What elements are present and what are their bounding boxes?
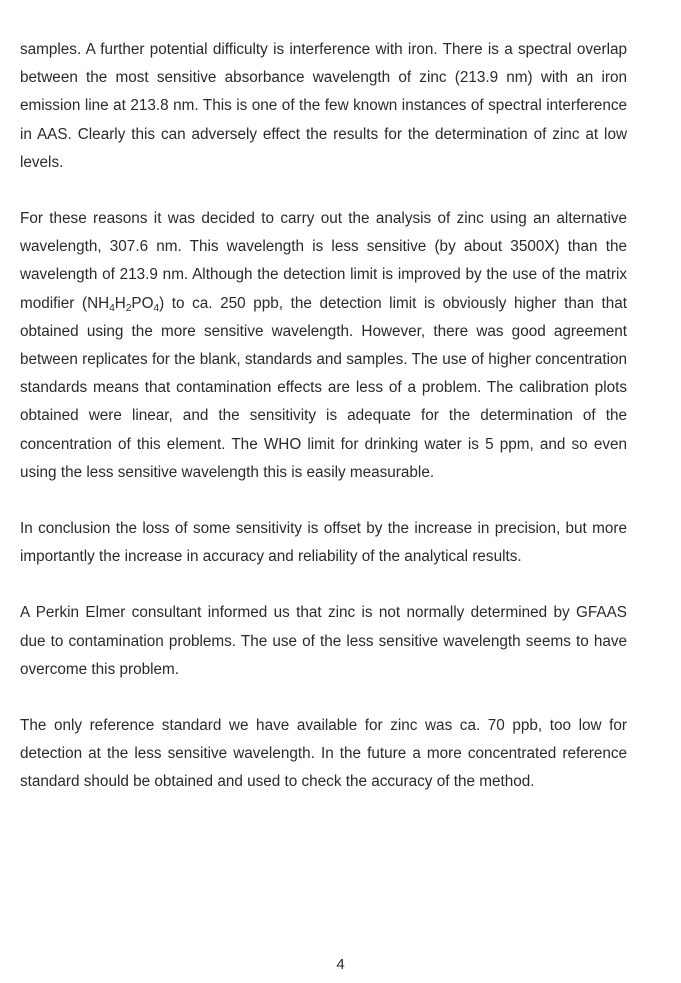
paragraph-reference-standard: The only reference standard we have available for zinc was ca. 70 ppb, too low for detection at the less sensitive wavelength. In the future a more concentrated reference standard should be obtained and used to check the accuracy of the method. <box>20 717 627 791</box>
formula-subscript: 4 <box>153 302 160 314</box>
paragraph-iron-interference: samples. A further potential difficulty is interference with iron. There is a spectral overlap between the most sensitive absorbance wavelength of zinc (213.9 nm) with an iron emission line at 213.8 nm. This is one of the few known instances of spectral interference in AAS. Clearly this can adversely effect the results for the determination of zinc at low levels. <box>20 41 627 171</box>
formula-part: H <box>114 294 126 312</box>
paragraph-text: ) to ca. 250 ppb, the detection limit is obviously higher than that obtained using the more sensitive wavelength. However, there was good agreement between replicates for the blank, standards and samples. The use of higher concentration standards means that contamination effects are less of a problem. The calibration plots obtained were linear, and the sensitivity is adequate for the determination of the concentration of this element. The WHO limit for drinking water is 5 ppm, and so even using the less sensitive wavelength this is easily measurable. <box>20 294 628 481</box>
page-number: 4 <box>336 956 345 973</box>
formula-subscript: 4 <box>109 302 115 314</box>
formula-part: PO <box>131 294 154 312</box>
paragraph-conclusion: In conclusion the loss of some sensitivity is offset by the increase in precision, but more importantly the increase in accuracy and reliability of the analytical results. <box>20 520 627 566</box>
paragraph-consultant: A Perkin Elmer consultant informed us that zinc is not normally determined by GFAAS due to contamination problems. The use of the less sensitive wavelength seems to have overcome this problem. <box>20 604 627 678</box>
document-body <box>20 36 627 825</box>
paragraph-alternative-wavelength <box>20 205 627 487</box>
formula-part: NH <box>87 294 110 312</box>
paragraph-text: For these reasons it was decided to carry out the analysis of zinc using an alternative wavelength, 307.6 nm. This wavelength is less sensitive (by about 3500X) than the wavelength of 213.9 nm. Although the detection limit is improved by the use of the matrix modifier ( <box>20 210 627 312</box>
formula-subscript: 2 <box>125 302 132 314</box>
